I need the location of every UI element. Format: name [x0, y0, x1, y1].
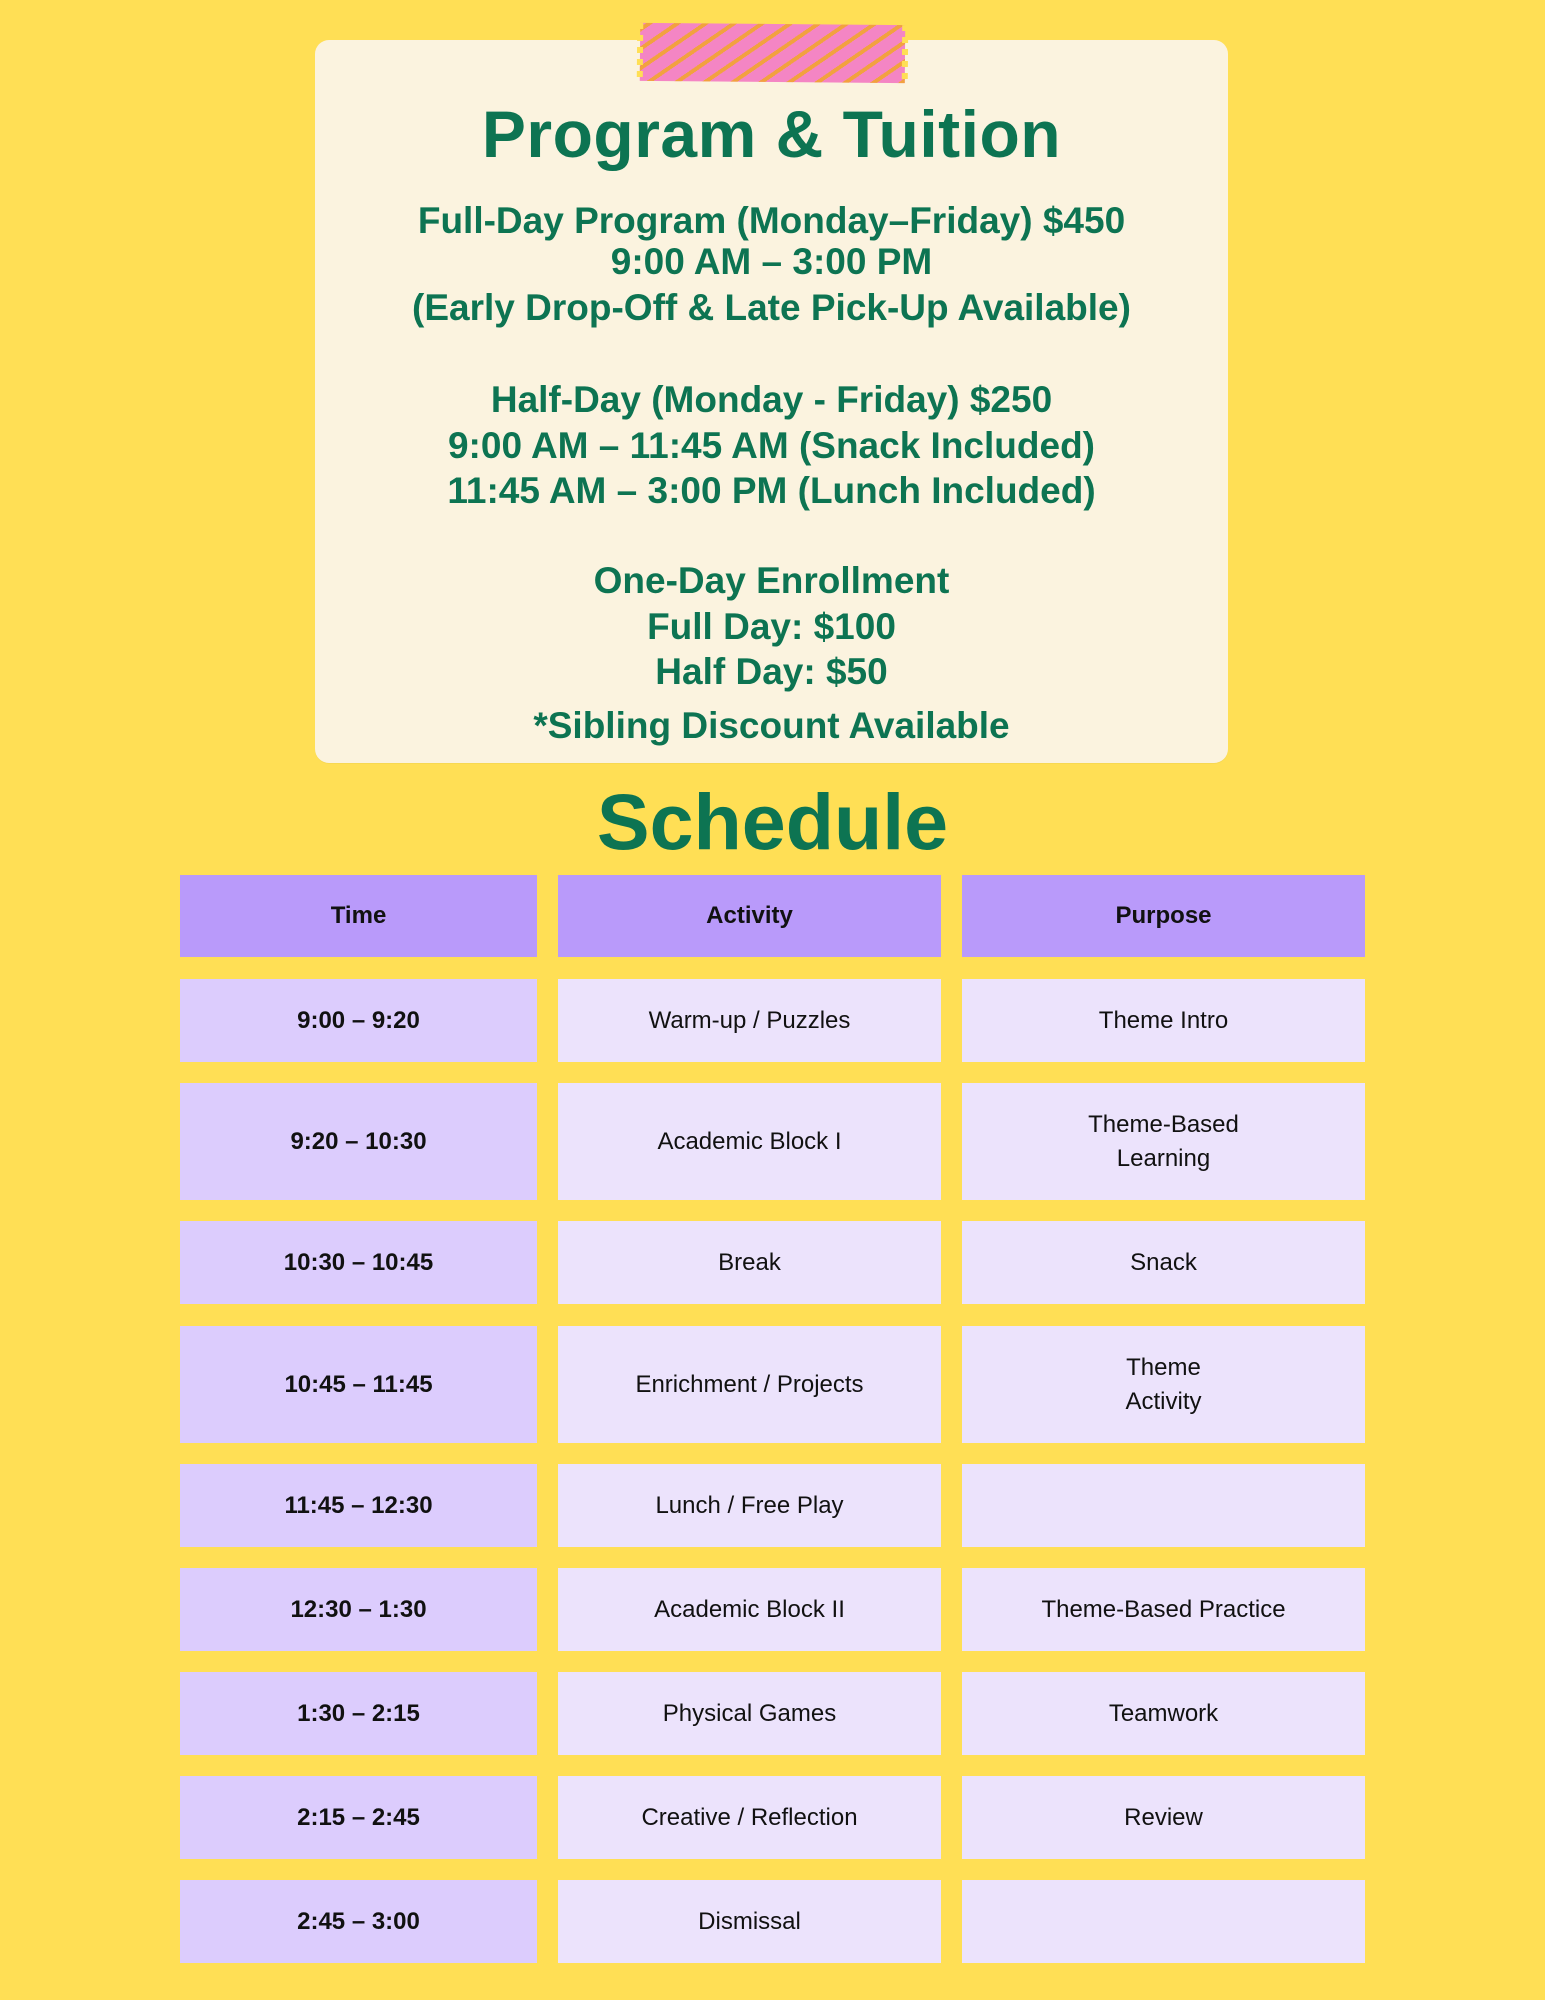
header-purpose: Purpose [962, 875, 1365, 957]
half-day-morning: 9:00 AM – 11:45 AM (Snack Included) [447, 425, 1095, 466]
schedule-time-cell: 10:30 – 10:45 [180, 1221, 537, 1304]
schedule-time-cell: 2:45 – 3:00 [180, 1880, 537, 1963]
schedule-time-cell: 10:45 – 11:45 [180, 1326, 537, 1443]
one-day-half: Half Day: $50 [655, 651, 888, 692]
schedule-title: Schedule [596, 777, 949, 866]
schedule-time-cell: 11:45 – 12:30 [180, 1464, 537, 1547]
schedule-purpose-cell: Review [962, 1776, 1365, 1859]
schedule-activity-cell: Academic Block II [558, 1568, 941, 1651]
schedule-activity-cell: Physical Games [558, 1672, 941, 1755]
sibling-discount: *Sibling Discount Available [533, 705, 1010, 746]
schedule-time-cell: 9:00 – 9:20 [180, 979, 537, 1062]
schedule-purpose-cell: Theme-Based Practice [962, 1568, 1365, 1651]
schedule-purpose-cell: Theme-Based Learning [962, 1083, 1365, 1200]
schedule-activity-cell: Warm-up / Puzzles [558, 979, 941, 1062]
full-day-note: (Early Drop-Off & Late Pick-Up Available) [412, 287, 1131, 328]
schedule-activity-cell: Academic Block I [558, 1083, 941, 1200]
tuition-title: Program & Tuition [481, 97, 1062, 171]
schedule-activity-cell: Creative / Reflection [558, 1776, 941, 1859]
schedule-time-cell: 12:30 – 1:30 [180, 1568, 537, 1651]
schedule-purpose-cell: Teamwork [962, 1672, 1365, 1755]
schedule-activity-cell: Dismissal [558, 1880, 941, 1963]
half-day-program: Half-Day (Monday - Friday) $250 [490, 379, 1053, 420]
schedule-time-cell: 9:20 – 10:30 [180, 1083, 537, 1200]
half-day-afternoon: 11:45 AM – 3:00 PM (Lunch Included) [447, 470, 1096, 511]
schedule-activity-cell: Enrichment / Projects [558, 1326, 941, 1443]
schedule-purpose-cell [962, 1464, 1365, 1547]
schedule-activity-cell: Lunch / Free Play [558, 1464, 941, 1547]
schedule-purpose-cell: Theme Intro [962, 979, 1365, 1062]
header-time: Time [180, 875, 537, 957]
schedule-purpose-cell: Theme Activity [962, 1326, 1365, 1443]
schedule-time-cell: 1:30 – 2:15 [180, 1672, 537, 1755]
schedule-activity-cell: Break [558, 1221, 941, 1304]
one-day-enrollment: One-Day Enrollment [593, 560, 950, 601]
schedule-purpose-cell: Snack [962, 1221, 1365, 1304]
schedule-purpose-cell [962, 1880, 1365, 1963]
full-day-program: Full-Day Program (Monday–Friday) $450 [417, 200, 1126, 241]
full-day-hours: 9:00 AM – 3:00 PM [610, 241, 933, 282]
schedule-time-cell: 2:15 – 2:45 [180, 1776, 537, 1859]
one-day-full: Full Day: $100 [647, 606, 896, 647]
header-activity: Activity [558, 875, 941, 957]
